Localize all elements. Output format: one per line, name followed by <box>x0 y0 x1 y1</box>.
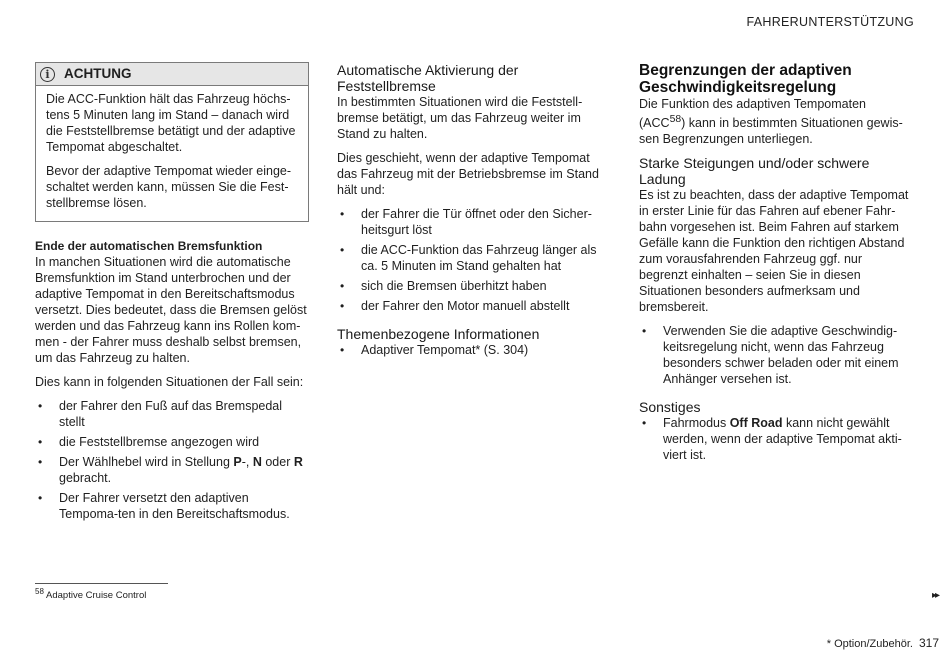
bullet: • <box>642 324 647 339</box>
related-link[interactable]: • Adaptiver Tempomat* (S. 304) <box>340 343 529 357</box>
info-icon: i <box>40 67 55 82</box>
related-info-heading: Themenbezogene Informationen <box>337 326 540 342</box>
list-item: • Fahrmodus Off Road kann nicht gewählt werden, wenn der adaptive Tempomat akti-viert ist. <box>642 416 902 463</box>
section-heading-other: Sonstiges <box>639 399 701 416</box>
section-heading-steep: Starke Steigungen und/oder schwere Ladung <box>639 155 870 188</box>
warning-header <box>36 63 308 86</box>
column-right <box>639 62 914 467</box>
bullet-list <box>337 206 607 314</box>
paragraph: Dies kann in folgenden Situationen der Fall sein: <box>35 375 304 389</box>
footnote-divider <box>35 583 168 584</box>
bullet: • <box>340 279 345 293</box>
page-section-title: Begrenzungen der adaptiven Geschwindigkeitsregelung <box>639 62 852 96</box>
chapter-header: FAHRERUNTERSTÜTZUNG <box>746 15 914 29</box>
bullet: • <box>38 435 43 449</box>
bullet: • <box>340 343 345 357</box>
continue-arrow-icon: ▸▸ <box>931 590 938 601</box>
footnote-text: Adaptive Cruise Control <box>46 590 147 602</box>
warning-title: ACHTUNG <box>64 66 132 81</box>
option-note: * Option/Zubehör. <box>826 638 913 650</box>
bullet: • <box>340 243 345 257</box>
warning-text-1: Die ACC-Funktion hält das Fahrzeug höchs-tens 5 Minuten lang im Stand – danach wird die Feststellbremse betätigt und der adaptive Tempomat abgeschaltet. <box>46 92 296 154</box>
bullet: • <box>340 207 345 221</box>
related-list <box>337 342 607 358</box>
list-item: • sich die Bremsen überhitzt haben <box>340 279 547 293</box>
paragraph: In bestimmten Situationen wird die Feststell-bremse betätigt, um das Fahrzeug weiter im Stand zu halten. <box>337 95 583 141</box>
list-item: • der Fahrer den Motor manuell abstellt <box>340 299 570 313</box>
bullet: • <box>38 399 43 413</box>
section-heading-end-brake: Ende der automatischen Bremsfunktion <box>35 239 263 253</box>
footnote-ref: 58 <box>669 114 682 125</box>
list-item: • Verwenden Sie die adaptive Geschwindig-keitsregelung nicht, wenn das Fahrzeug besonders schwer beladen oder mit einem Anhänger versehen ist. <box>642 324 899 387</box>
list-item: • der Fahrer den Fuß auf das Bremspedal stellt <box>38 399 283 429</box>
list-item: • die Feststellbremse angezogen wird <box>38 435 260 449</box>
column-left <box>35 62 309 526</box>
bullet: • <box>38 455 43 469</box>
mode-off-road: Off Road <box>729 416 783 431</box>
paragraph: In manchen Situationen wird die automatische Bremsfunktion im Stand unterbrochen und der adaptive Tempomat in den Bereitschaftsmodus versetzt. Dies bedeutet, dass die Bremsen gelöst werden und das Fahrzeug kann ins Rollen kom-men - der Fahrer muss deshalb selbst bremsen, um das Fahrzeug zu halten. <box>35 255 307 365</box>
bullet-list <box>35 398 309 522</box>
page-number: 317 <box>918 636 939 650</box>
section-heading-parking-brake: Automatische Aktivierung der Feststellbremse <box>337 62 519 94</box>
list-item: • Der Fahrer versetzt den adaptiven Tempoma-ten in den Bereitschaftsmodus. <box>38 491 290 521</box>
bullet: • <box>340 299 345 313</box>
intro-paragraph: Die Funktion des adaptiven Tempomaten (ACC$^{58}$) kann in bestimmten Situationen gewis-sen Begrenzungen unterliegen. <box>639 97 903 147</box>
column-middle <box>337 62 607 362</box>
bullet-list <box>639 323 914 387</box>
list-item: • der Fahrer die Tür öffnet oder den Sicher-heitsgurt löst <box>340 207 592 237</box>
list-item: • die ACC-Funktion das Fahrzeug länger als ca. 5 Minuten im Stand gehalten hat <box>340 243 597 273</box>
warning-box <box>35 62 309 222</box>
page-footer <box>827 636 939 650</box>
footnote <box>35 587 146 601</box>
paragraph: Dies geschieht, wenn der adaptive Tempomat das Fahrzeug mit der Betriebsbremse im Stand hält und: <box>337 151 599 197</box>
bullet: • <box>642 416 647 431</box>
gear-r: R <box>293 455 303 469</box>
list-item: • Der Wählhebel wird in Stellung P-, N oder R gebracht. <box>38 455 303 485</box>
gear-n: N <box>252 455 262 469</box>
gear-p: P <box>233 455 242 469</box>
paragraph: Es ist zu beachten, dass der adaptive Tempomat in erster Linie für das Fahren auf ebener Fahr-bahn vorgesehen ist. Beim Fahren auf starkem Gefälle kann die Funktion den richtigen Abstand zum vorausfahrenden Fahrzeug ggf. nur begrenzt einhalten – seien Sie in diesen Situationen besonders aufmerksam und bremsbereit. <box>639 188 909 315</box>
bullet: • <box>38 491 43 505</box>
bullet-list <box>639 415 914 463</box>
warning-text-2: Bevor der adaptive Tempomat wieder einge-schaltet werden kann, müssen Sie die Fest-stellbremse lösen. <box>46 164 292 210</box>
warning-body <box>36 86 308 221</box>
footnote-number: 58 <box>35 587 44 596</box>
